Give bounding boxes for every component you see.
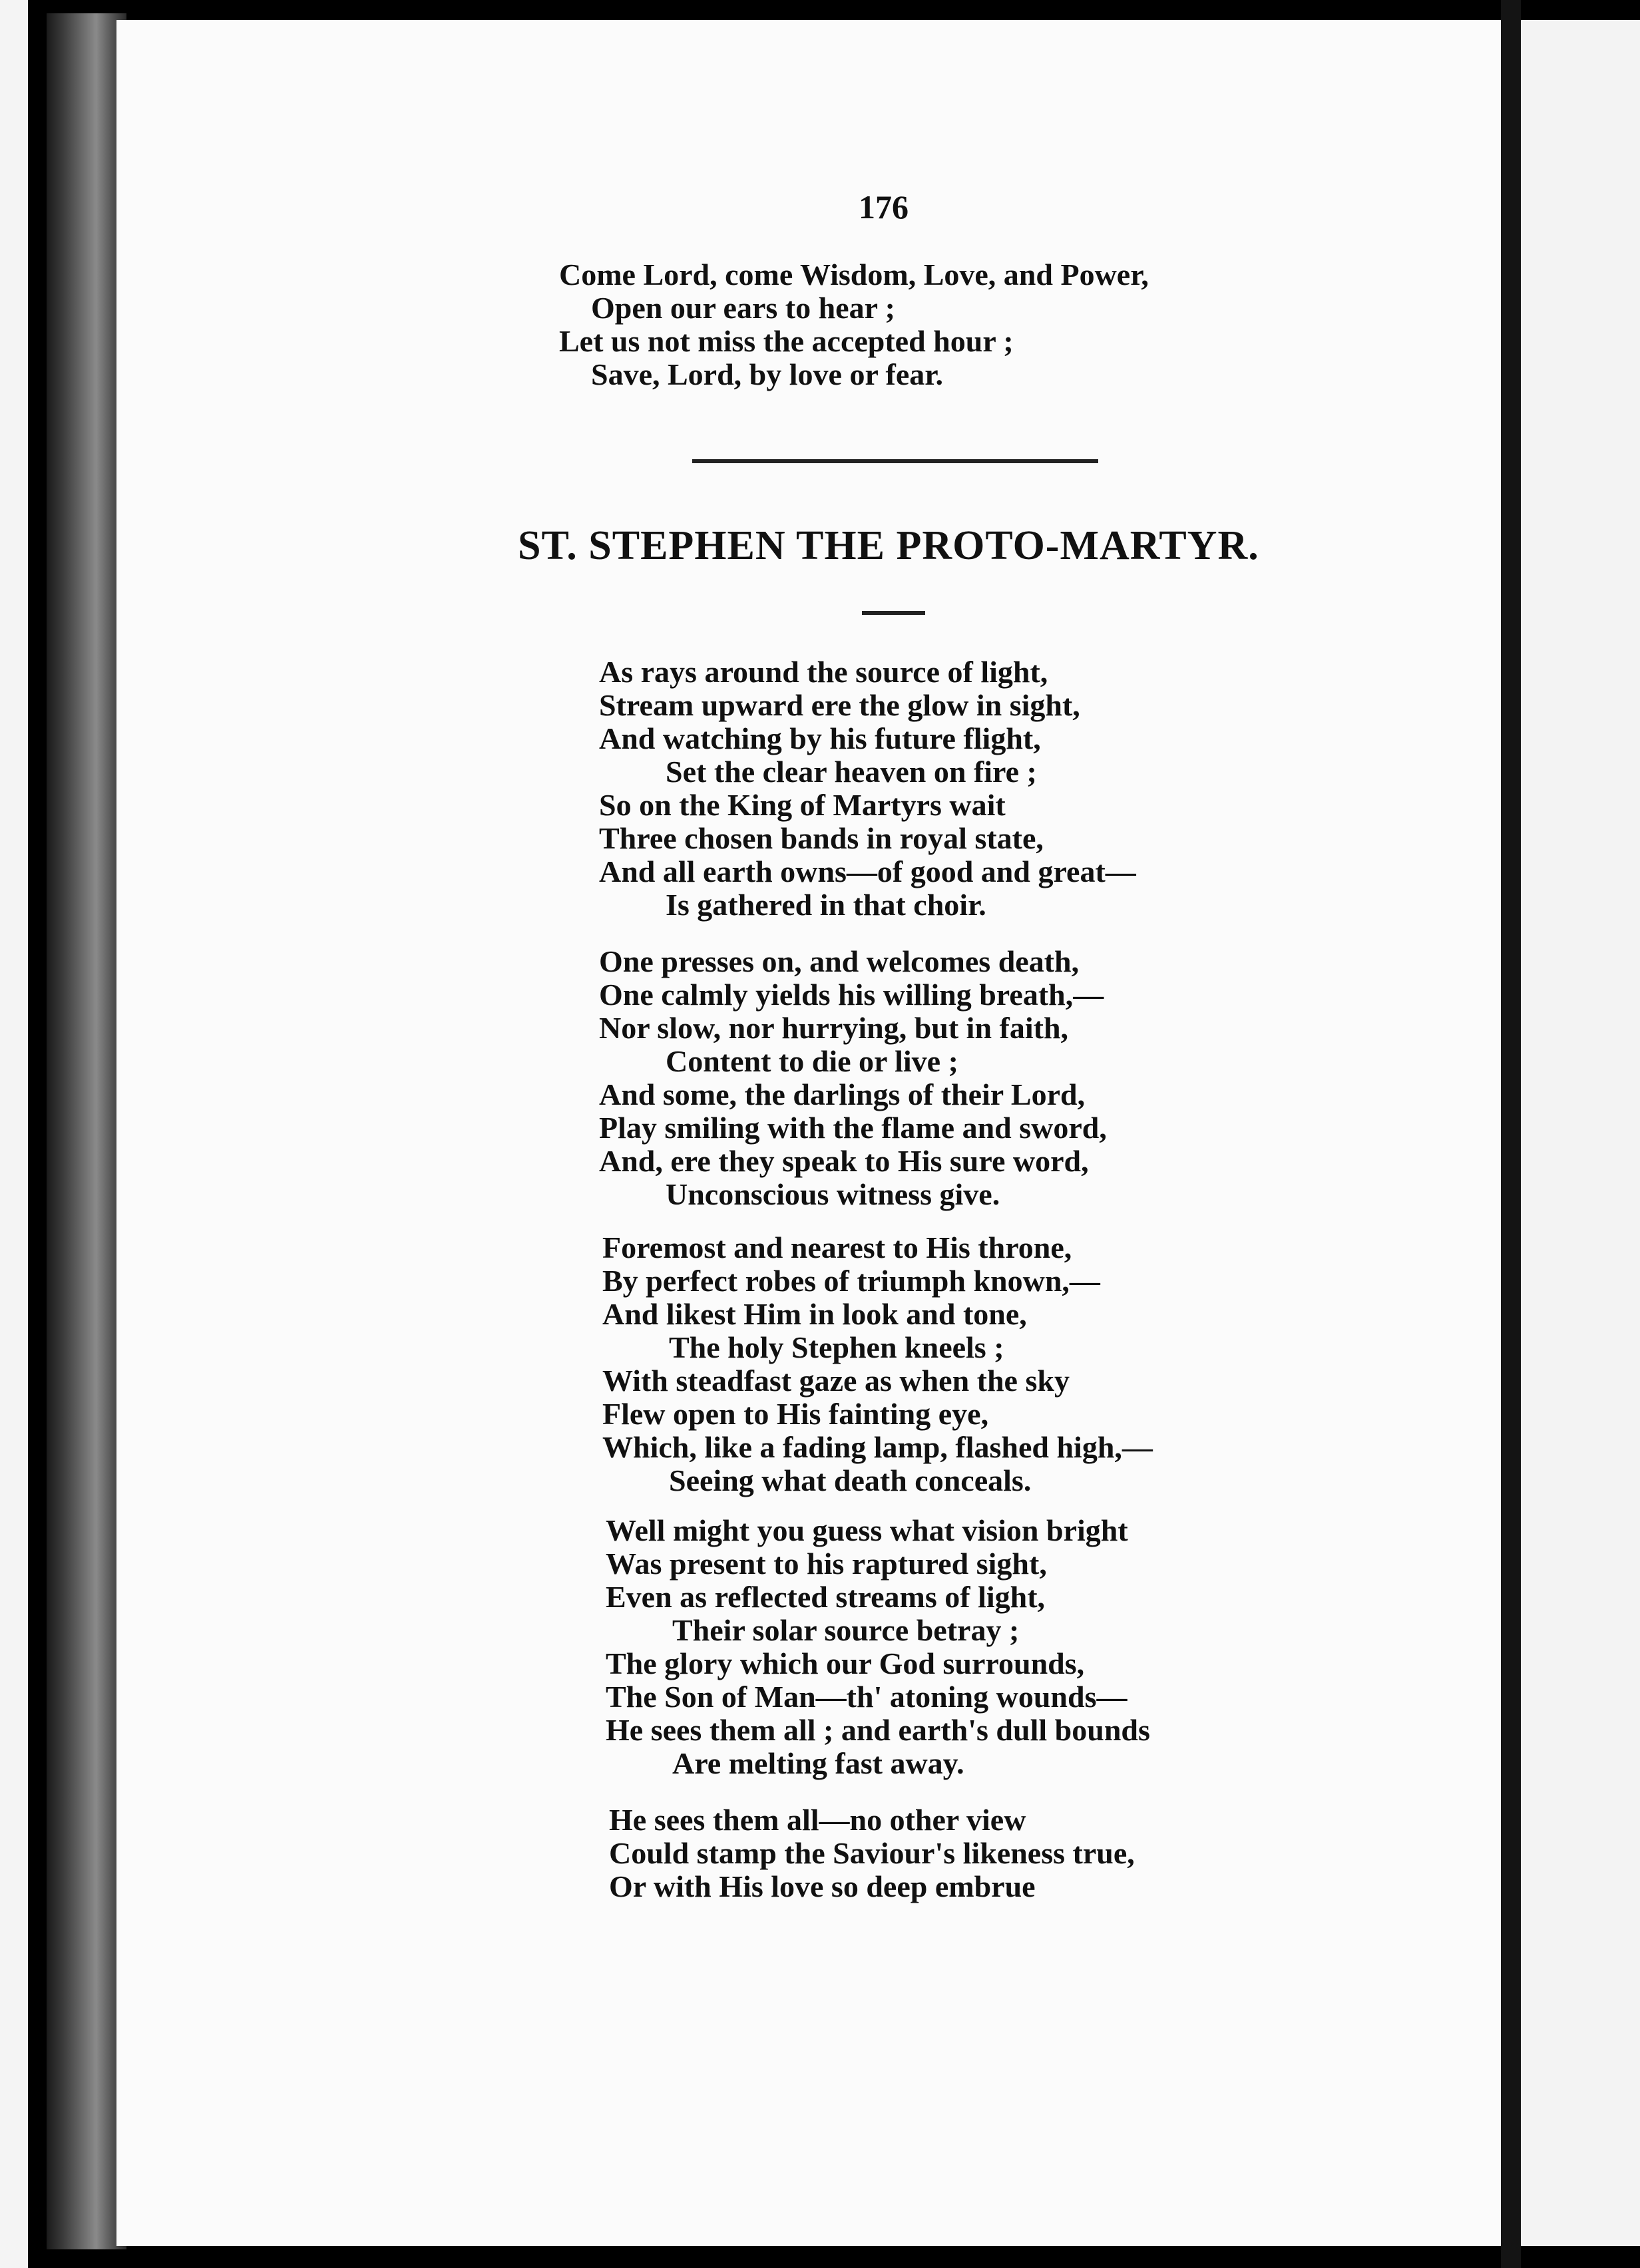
verse-line: And some, the darlings of their Lord, [599,1077,1086,1111]
title-rule [862,611,925,615]
verse-line: Flew open to His fainting eye, [602,1397,989,1431]
verse-line: And likest Him in look and tone, [602,1297,1027,1331]
verse-line: And watching by his future flight, [599,721,1041,755]
verse-line: Foremost and nearest to His throne, [602,1230,1072,1264]
stanza-1 [599,656,1136,922]
verse-line: So on the King of Martyrs wait [599,788,1006,822]
verse-line: One presses on, and welcomes death, [599,944,1080,978]
verse-line: As rays around the source of light, [599,655,1048,689]
facing-page-edge [1521,20,1640,2246]
verse-line: By perfect robes of triumph known,— [602,1264,1100,1298]
verse-line: Unconscious witness give. [666,1177,1000,1211]
verse-line: And all earth owns—of good and great— [599,854,1136,888]
page-number: 176 [859,188,909,226]
verse-line: Was present to his raptured sight, [606,1547,1047,1581]
verse-line: With steadfast gaze as when the sky [602,1364,1070,1398]
verse-line: Come Lord, come Wisdom, Love, and Power, [559,258,1149,291]
verse-line: Well might you guess what vision bright [606,1513,1128,1547]
verse-line: He sees them all—no other view [609,1803,1026,1837]
stanza-3 [602,1231,1153,1497]
verse-line: Set the clear heaven on fire ; [666,755,1037,789]
verse-line: Are melting fast away. [672,1746,964,1780]
stanza-5 [609,1803,1135,1903]
scan-left-margin [0,0,28,2268]
verse-line: Could stamp the Saviour's likeness true, [609,1836,1135,1870]
verse-line: The holy Stephen kneels ; [669,1330,1004,1364]
verse-line: And, ere they speak to His sure word, [599,1144,1089,1178]
poem-title: ST. STEPHEN THE PROTO-MARTYR. [518,523,1259,568]
verse-line: Which, like a fading lamp, flashed high,— [602,1430,1153,1464]
verse-line: Three chosen bands in royal state, [599,821,1044,855]
verse-line: Open our ears to hear ; [591,291,895,325]
verse-line: Content to die or live ; [666,1044,958,1078]
verse-line: Play smiling with the flame and sword, [599,1111,1107,1145]
verse-line: Stream upward ere the glow in sight, [599,688,1080,722]
verse-line: Even as reflected streams of light, [606,1580,1046,1614]
stanza-4 [606,1514,1150,1780]
verse-line: The Son of Man—th' atoning wounds— [606,1680,1128,1714]
verse-line: He sees them all ; and earth's dull bounds [606,1713,1150,1747]
verse-line: Seeing what death conceals. [669,1463,1032,1497]
book-gutter [1501,0,1521,2268]
stanza-2 [599,945,1107,1211]
verse-line: Nor slow, nor hurrying, but in faith, [599,1011,1069,1045]
verse-line: One calmly yields his willing breath,— [599,978,1104,1012]
verse-line: Is gathered in that choir. [666,888,986,922]
verse-line: Or with His love so deep embrue [609,1869,1036,1903]
top-stanza [559,258,1149,391]
verse-line: Let us not miss the accepted hour ; [559,324,1014,358]
verse-line: Save, Lord, by love or fear. [591,357,943,391]
verse-line: Their solar source betray ; [672,1613,1020,1647]
section-divider [692,459,1098,463]
verse-line: The glory which our God surrounds, [606,1646,1085,1680]
book-spine [47,13,126,2249]
